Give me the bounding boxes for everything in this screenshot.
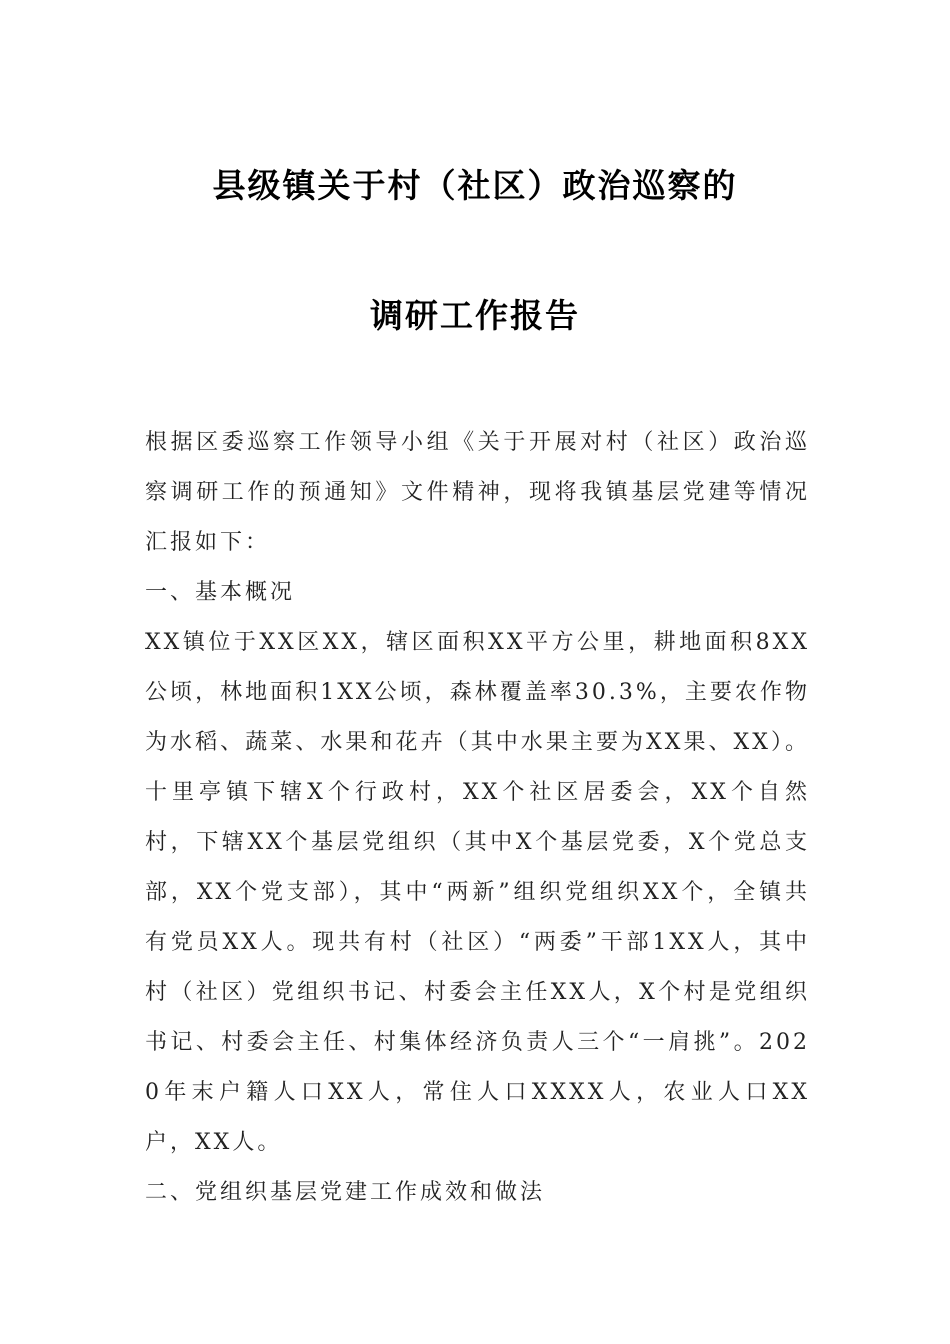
- section-2-heading-block: [145, 1168, 810, 1218]
- intro-paragraph: 根据区委巡察工作领导小组《关于开展对村（社区）政治巡察调研工作的预通知》文件精神，现将我镇基层党建等情况汇报如下：: [145, 430, 810, 555]
- section-1-heading: 一、基本概况: [145, 580, 296, 605]
- intro-paragraph-block: [145, 418, 810, 568]
- document-title-line-1: 县级镇关于村（社区）政治巡察的: [212, 166, 738, 205]
- document-title-line-2: 调研工作报告: [370, 296, 580, 335]
- section-2-heading: 二、党组织基层党建工作成效和做法: [145, 1180, 546, 1205]
- section-1-paragraph: XX镇位于XX区XX，辖区面积XX平方公里，耕地面积8XX公顷，林地面积1XX公顷，森林覆盖率30.3%，主要农作物为水稻、蔬菜、水果和花卉（其中水果主要为XX果、XX）。十里亭镇下辖X个行政村，XX个社区居委会，XX个自然村，下辖XX个基层党组织（其中X个基层党委，X个党总支部，XX个党支部），其中“两新”组织党组织XX个，全镇共有党员XX人。现共有村（社区）“两委”干部1XX人，其中村（社区）党组织书记、村委会主任XX人，X个村是党组织书记、村委会主任、村集体经济负责人三个“一肩挑”。2020年末户籍人口XX人，常住人口XXXX人，农业人口XX户，XX人。: [145, 630, 810, 1155]
- section-1-heading-block: [145, 568, 810, 618]
- section-1-body-block: [145, 618, 810, 1168]
